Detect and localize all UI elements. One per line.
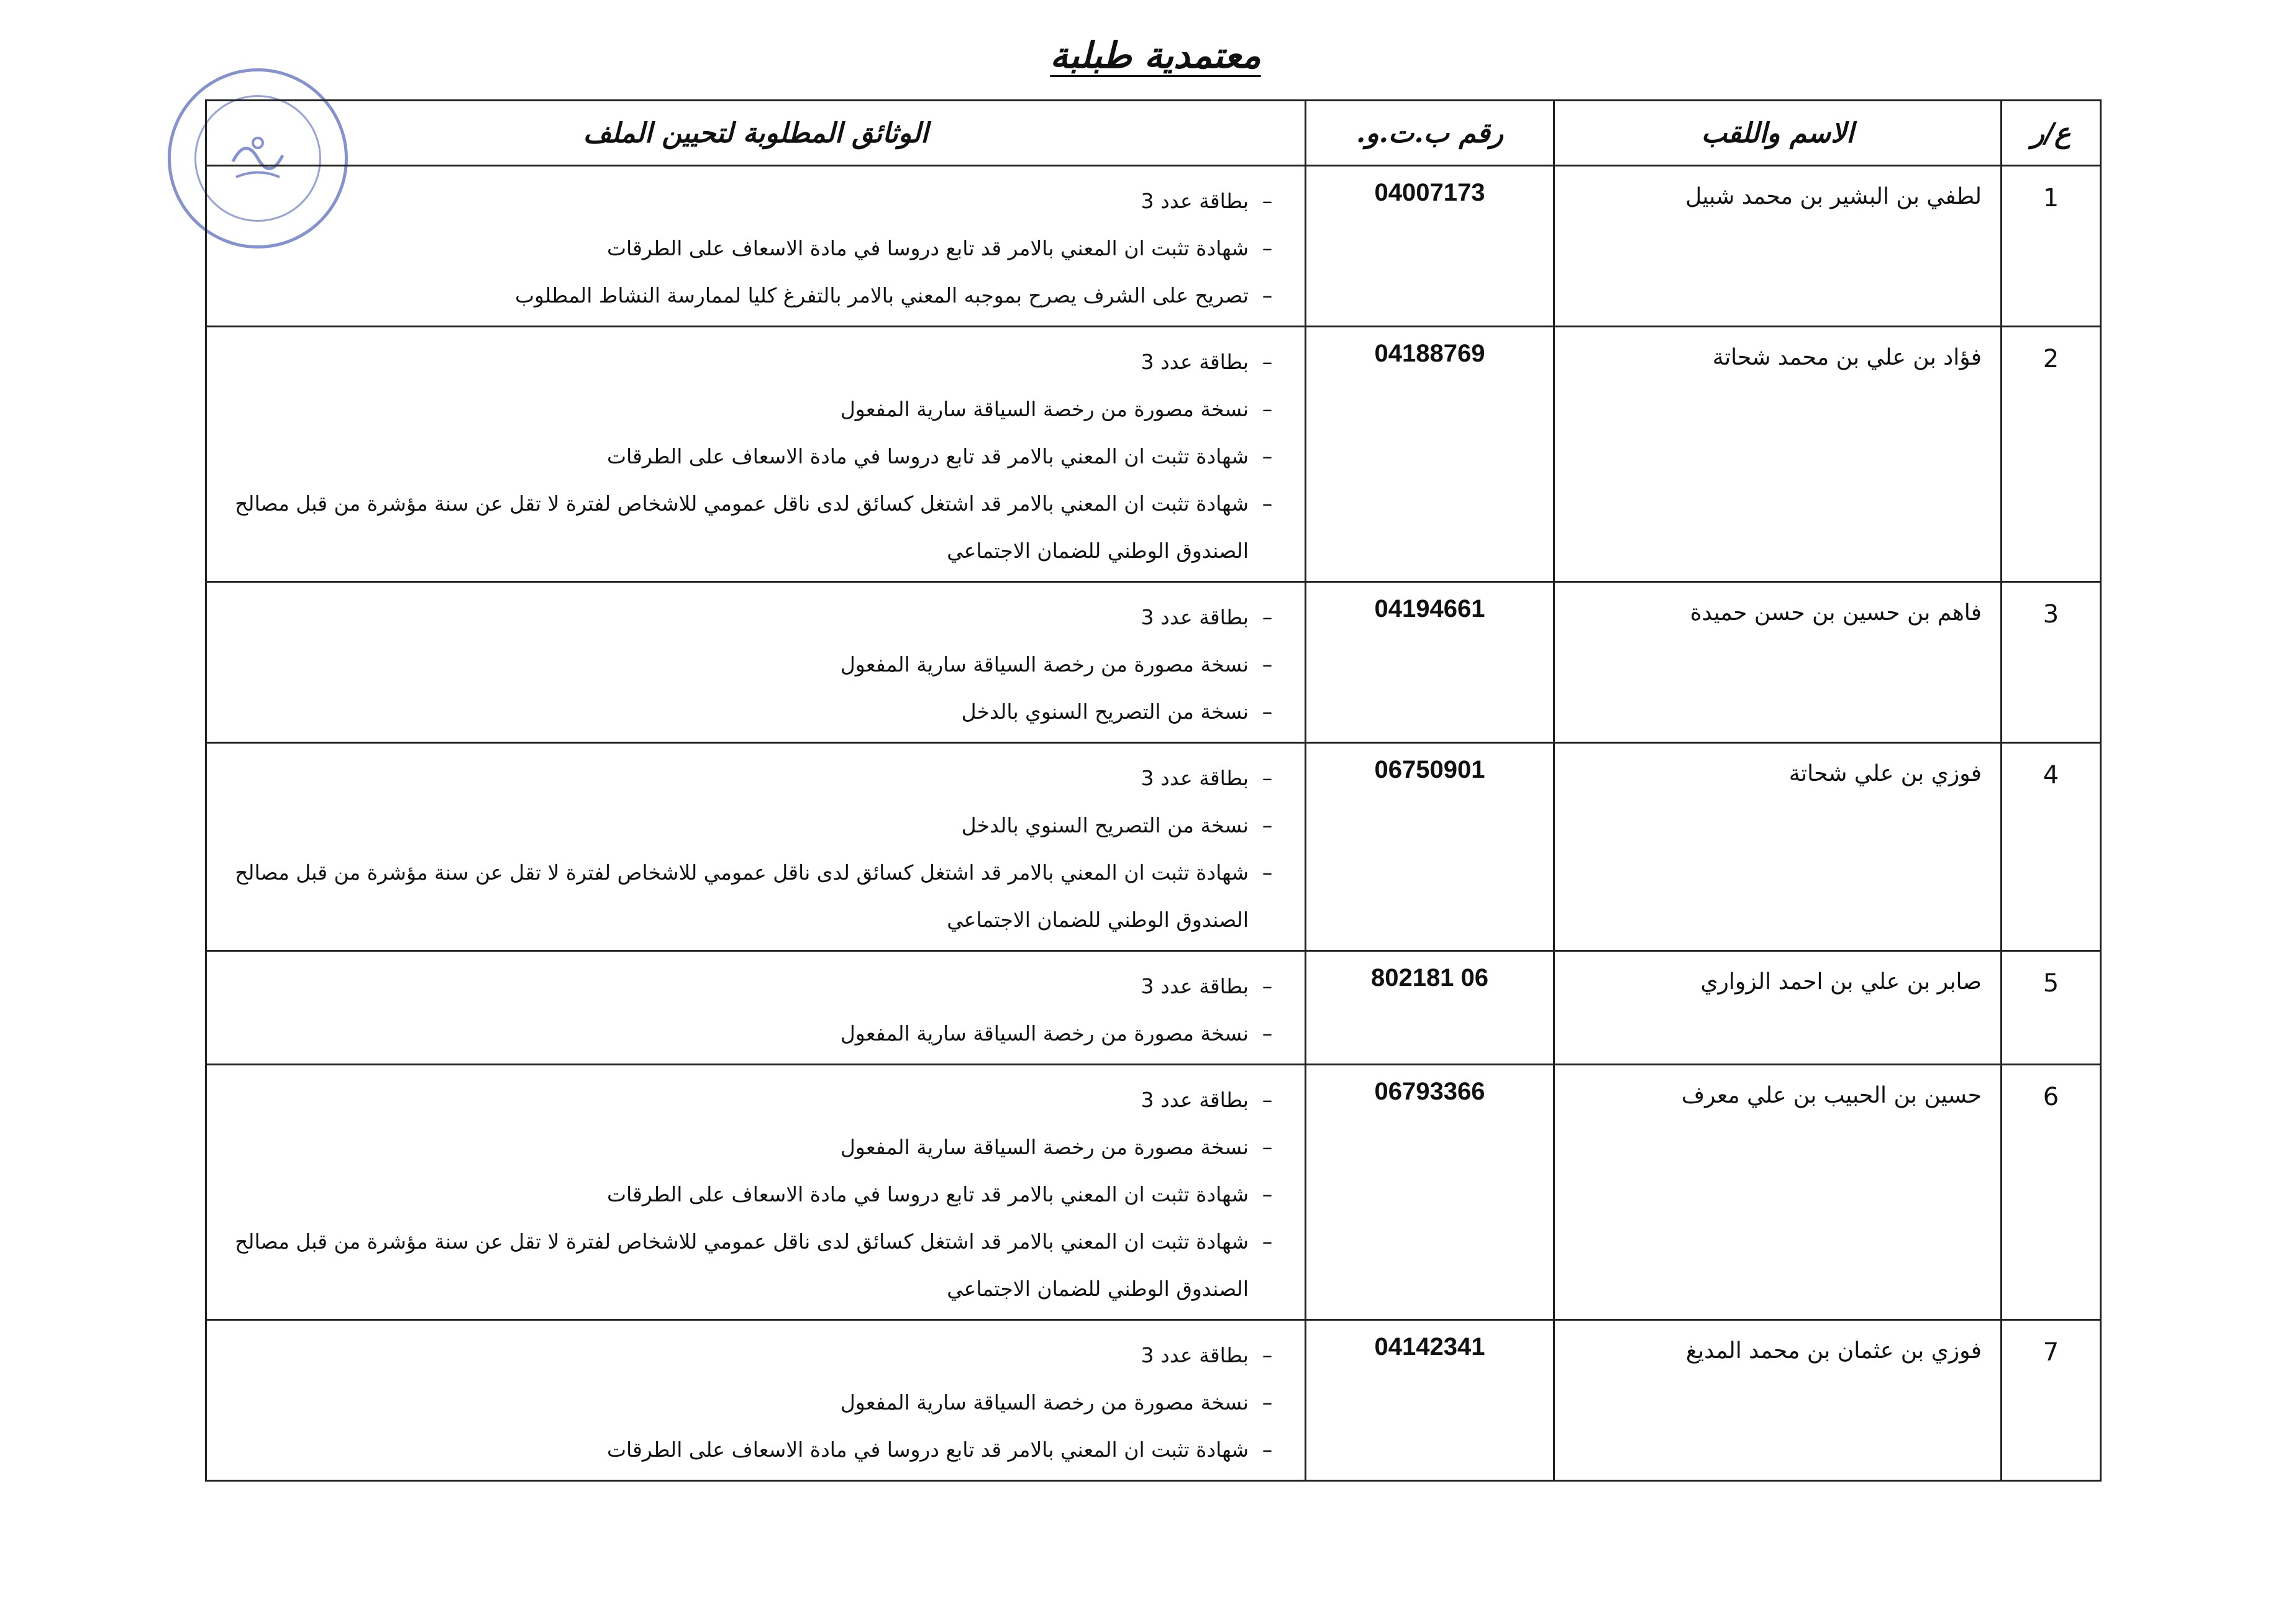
person-name: فوزي بن علي شحاتة: [1554, 743, 2002, 951]
person-name: حسين بن الحبيب بن علي معرف: [1554, 1065, 2002, 1320]
table-row: [206, 327, 2101, 582]
list-item: [219, 641, 1286, 688]
list-item: [219, 272, 1286, 319]
document-list: [219, 963, 1286, 1057]
list-item: [219, 386, 1286, 433]
document-list: [219, 178, 1286, 319]
list-item: [219, 802, 1286, 849]
table-row: [206, 1065, 2101, 1320]
dash-bullet-icon: –: [1262, 1229, 1273, 1254]
row-number: 5: [2002, 951, 2101, 1065]
dash-bullet-icon: –: [1262, 652, 1273, 676]
id-number: 04007173: [1306, 166, 1554, 327]
document-text: بطاقة عدد 3: [1141, 350, 1249, 374]
row-number: 3: [2002, 582, 2101, 743]
person-name: فوزي بن عثمان بن محمد المديغ: [1554, 1320, 2002, 1481]
dash-bullet-icon: –: [1262, 236, 1273, 260]
document-text: بطاقة عدد 3: [1141, 1088, 1249, 1112]
dash-bullet-icon: –: [1262, 1343, 1273, 1367]
required-documents: [206, 1065, 1306, 1320]
row-number: 4: [2002, 743, 2101, 951]
person-name: فؤاد بن علي بن محمد شحاتة: [1554, 327, 2002, 582]
list-item: [219, 594, 1286, 641]
id-number: 04142341: [1306, 1320, 1554, 1481]
dash-bullet-icon: –: [1262, 1182, 1273, 1206]
required-documents: [206, 1320, 1306, 1481]
table-row: [206, 1320, 2101, 1481]
document-list: [219, 339, 1286, 575]
list-item: [219, 1332, 1286, 1379]
dash-bullet-icon: –: [1262, 1135, 1273, 1159]
document-text: شهادة تثبت ان المعني بالامر قد اشتغل كسائق لدى ناقل عمومي للاشخاص لفترة لا تقل عن سنة مؤشرة من قبل مصالح الصندوق الوطني للضمان الاجتماعي: [235, 860, 1249, 932]
document-text: تصريح على الشرف يصرح بموجبه المعني بالامر بالتفرغ كليا لممارسة النشاط المطلوب: [514, 283, 1249, 308]
document-text: بطاقة عدد 3: [1141, 974, 1249, 998]
required-documents: [206, 582, 1306, 743]
dash-bullet-icon: –: [1262, 491, 1273, 516]
list-item: [219, 178, 1286, 225]
documents-table: [205, 99, 2102, 1482]
document-text: بطاقة عدد 3: [1141, 1343, 1249, 1367]
dash-bullet-icon: –: [1262, 813, 1273, 837]
row-number: 2: [2002, 327, 2101, 582]
table-row: [206, 582, 2101, 743]
id-number: 06750901: [1306, 743, 1554, 951]
required-documents: [206, 951, 1306, 1065]
dash-bullet-icon: –: [1262, 1021, 1273, 1046]
list-item: [219, 339, 1286, 386]
list-item: [219, 688, 1286, 736]
page-title: معتمدية طبلبة: [1050, 34, 1261, 76]
table-row: [206, 166, 2101, 327]
document-text: بطاقة عدد 3: [1141, 605, 1249, 629]
header-name: الاسم واللقب: [1554, 101, 2002, 166]
header-docs: الوثائق المطلوبة لتحيين الملف: [206, 101, 1306, 166]
dash-bullet-icon: –: [1262, 1088, 1273, 1112]
required-documents: [206, 743, 1306, 951]
document-text: نسخة مصورة من رخصة السياقة سارية المفعول: [840, 397, 1249, 421]
document-text: شهادة تثبت ان المعني بالامر قد تابع دروسا في مادة الاسعاف على الطرقات: [606, 1182, 1249, 1206]
document-text: نسخة مصورة من رخصة السياقة سارية المفعول: [840, 1135, 1249, 1159]
list-item: [219, 1218, 1286, 1313]
document-text: شهادة تثبت ان المعني بالامر قد تابع دروسا في مادة الاسعاف على الطرقات: [606, 236, 1249, 260]
dash-bullet-icon: –: [1262, 860, 1273, 885]
dash-bullet-icon: –: [1262, 766, 1273, 790]
id-number: 04188769: [1306, 327, 1554, 582]
document-text: بطاقة عدد 3: [1141, 189, 1249, 213]
row-number: 7: [2002, 1320, 2101, 1481]
id-number: 06793366: [1306, 1065, 1554, 1320]
dash-bullet-icon: –: [1262, 189, 1273, 213]
table-row: [206, 743, 2101, 951]
document-text: بطاقة عدد 3: [1141, 766, 1249, 790]
dash-bullet-icon: –: [1262, 350, 1273, 374]
list-item: [219, 1171, 1286, 1218]
list-item: [219, 755, 1286, 802]
table-header-row: [206, 101, 2101, 166]
header-id: رقم ب.ت.و.: [1306, 101, 1554, 166]
document-text: نسخة مصورة من رخصة السياقة سارية المفعول: [840, 652, 1249, 676]
header-num: ع/ر: [2002, 101, 2101, 166]
list-item: [219, 963, 1286, 1010]
list-item: [219, 225, 1286, 272]
person-name: لطفي بن البشير بن محمد شبيل: [1554, 166, 2002, 327]
row-number: 1: [2002, 166, 2101, 327]
required-documents: [206, 327, 1306, 582]
document-list: [219, 594, 1286, 736]
document-list: [219, 755, 1286, 944]
person-name: صابر بن علي بن احمد الزواري: [1554, 951, 2002, 1065]
list-item: [219, 1379, 1286, 1426]
dash-bullet-icon: –: [1262, 444, 1273, 468]
id-number: 802181 06: [1306, 951, 1554, 1065]
document-text: شهادة تثبت ان المعني بالامر قد تابع دروسا في مادة الاسعاف على الطرقات: [606, 444, 1249, 468]
table-row: [206, 951, 2101, 1065]
document-text: نسخة مصورة من رخصة السياقة سارية المفعول: [840, 1390, 1249, 1414]
list-item: [219, 1010, 1286, 1057]
list-item: [219, 1124, 1286, 1171]
dash-bullet-icon: –: [1262, 397, 1273, 421]
document-list: [219, 1077, 1286, 1313]
list-item: [219, 849, 1286, 944]
dash-bullet-icon: –: [1262, 974, 1273, 998]
dash-bullet-icon: –: [1262, 283, 1273, 308]
row-number: 6: [2002, 1065, 2101, 1320]
document-text: نسخة من التصريح السنوي بالدخل: [961, 699, 1249, 724]
document-text: نسخة مصورة من رخصة السياقة سارية المفعول: [840, 1021, 1249, 1046]
document-text: نسخة من التصريح السنوي بالدخل: [961, 813, 1249, 837]
id-number: 04194661: [1306, 582, 1554, 743]
dash-bullet-icon: –: [1262, 1437, 1273, 1462]
list-item: [219, 480, 1286, 575]
document-text: شهادة تثبت ان المعني بالامر قد تابع دروسا في مادة الاسعاف على الطرقات: [606, 1437, 1249, 1462]
document-text: شهادة تثبت ان المعني بالامر قد اشتغل كسائق لدى ناقل عمومي للاشخاص لفترة لا تقل عن سنة مؤشرة من قبل مصالح الصندوق الوطني للضمان الاجتماعي: [235, 1229, 1249, 1301]
list-item: [219, 1077, 1286, 1124]
required-documents: [206, 166, 1306, 327]
dash-bullet-icon: –: [1262, 699, 1273, 724]
list-item: [219, 1426, 1286, 1474]
document-text: شهادة تثبت ان المعني بالامر قد اشتغل كسائق لدى ناقل عمومي للاشخاص لفترة لا تقل عن سنة مؤشرة من قبل مصالح الصندوق الوطني للضمان الاجتماعي: [235, 491, 1249, 563]
document-list: [219, 1332, 1286, 1474]
dash-bullet-icon: –: [1262, 605, 1273, 629]
dash-bullet-icon: –: [1262, 1390, 1273, 1414]
list-item: [219, 433, 1286, 480]
person-name: فاهم بن حسين بن حسن حميدة: [1554, 582, 2002, 743]
